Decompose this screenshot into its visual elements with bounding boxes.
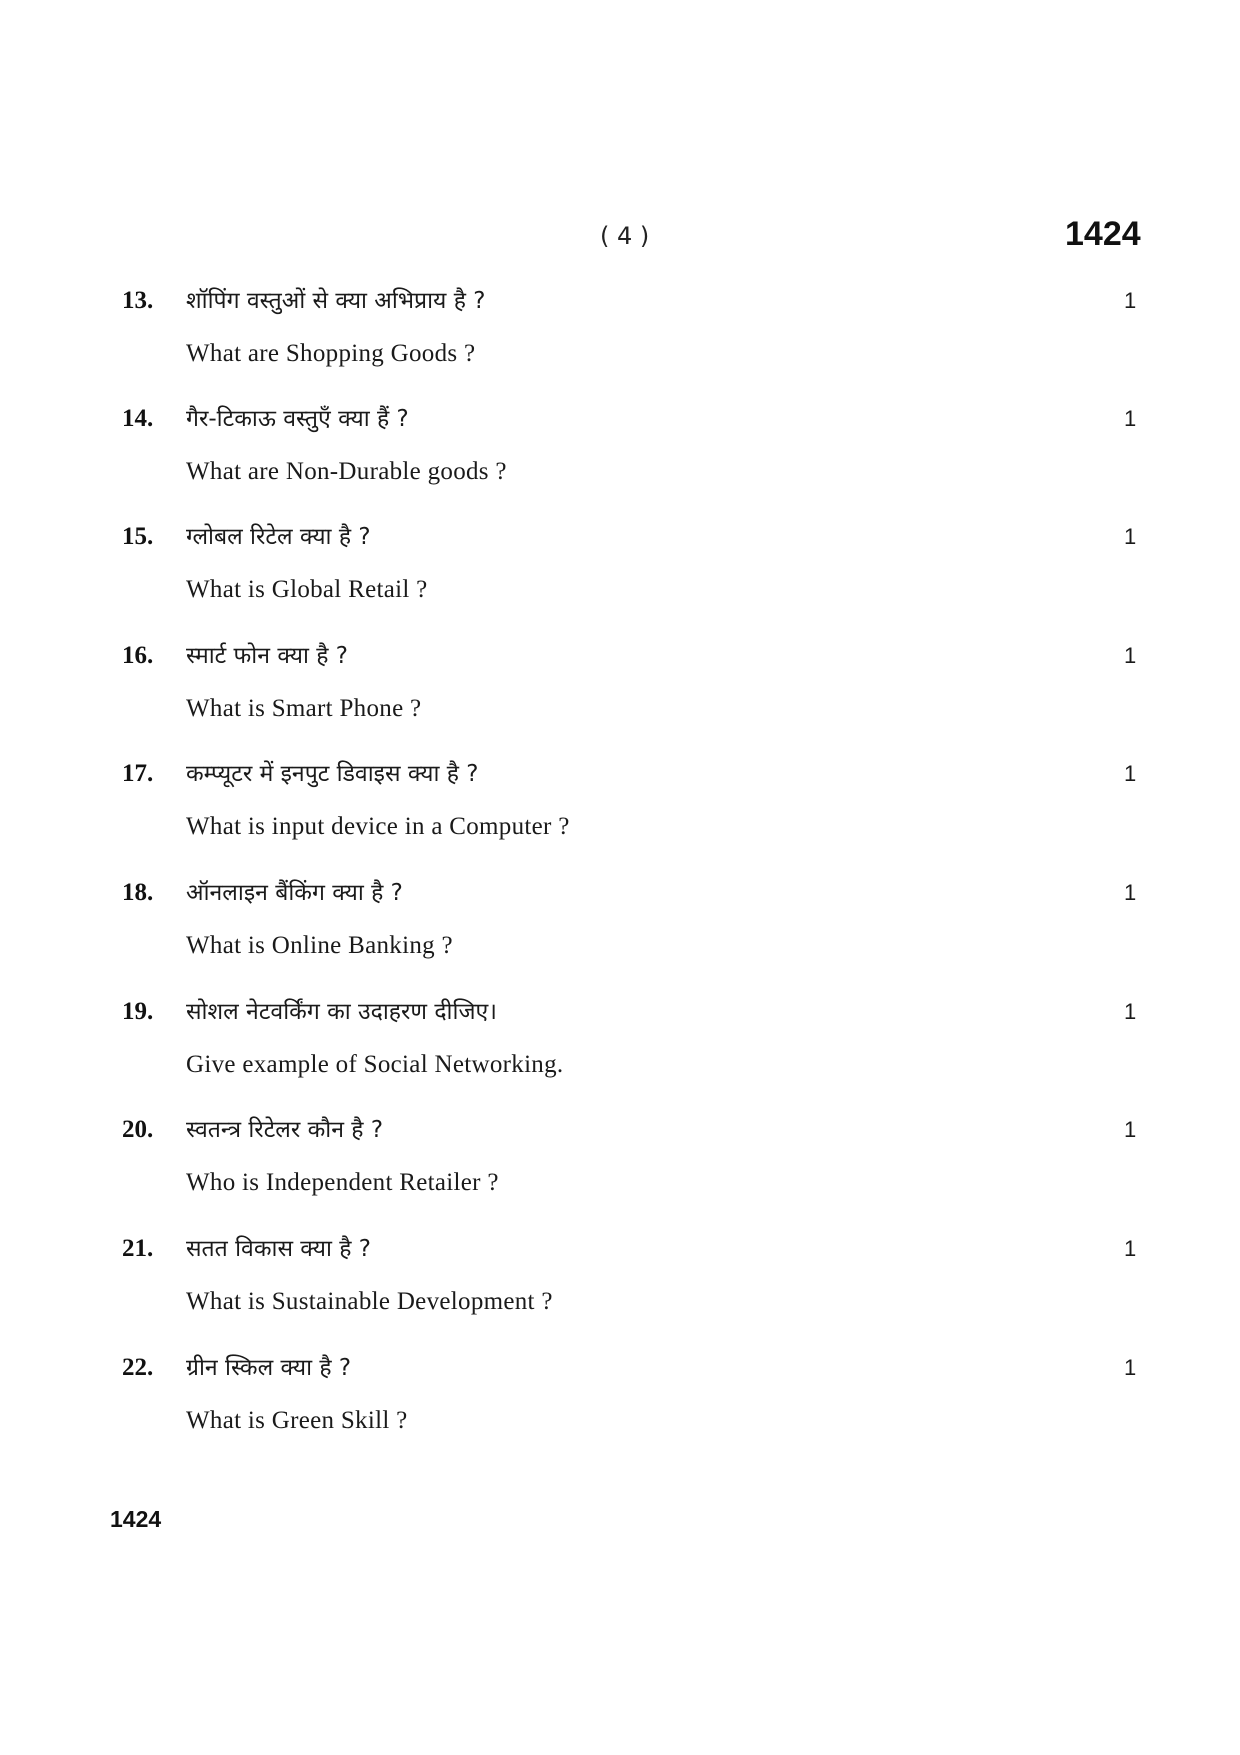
question-hindi: सतत विकास क्या है ? [186, 1236, 371, 1262]
question-marks: 1 [1124, 761, 1137, 786]
question-16 [0, 639, 1240, 749]
question-number: 22. [122, 1354, 154, 1381]
question-22 [0, 1351, 1240, 1461]
question-marks: 1 [1124, 643, 1137, 668]
paper-code-header: 1424 [1065, 215, 1141, 253]
question-marks: 1 [1124, 999, 1137, 1024]
question-english: Give example of Social Networking. [186, 1051, 564, 1078]
question-13 [0, 284, 1240, 394]
question-marks: 1 [1124, 1236, 1137, 1261]
question-marks: 1 [1124, 288, 1137, 313]
question-17 [0, 757, 1240, 867]
question-14 [0, 402, 1240, 512]
question-marks: 1 [1124, 1117, 1137, 1142]
question-english: What is Global Retail ? [186, 576, 428, 603]
question-number: 19. [122, 998, 154, 1025]
question-marks: 1 [1124, 524, 1137, 549]
question-english: What is Sustainable Development ? [186, 1288, 553, 1315]
paper-code-footer: 1424 [110, 1506, 162, 1532]
question-18 [0, 876, 1240, 986]
question-english: What is Online Banking ? [186, 932, 453, 959]
question-hindi: शॉपिंग वस्तुओं से क्या अभिप्राय है ? [186, 288, 486, 314]
question-marks: 1 [1124, 1355, 1137, 1380]
question-number: 15. [122, 523, 154, 550]
question-english: Who is Independent Retailer ? [186, 1169, 499, 1196]
question-19 [0, 995, 1240, 1105]
question-hindi: गैर-टिकाऊ वस्तुएँ क्या हैं ? [186, 406, 409, 432]
question-hindi: ग्लोबल रिटेल क्या है ? [186, 524, 371, 550]
question-number: 20. [122, 1116, 154, 1143]
question-hindi: स्मार्ट फोन क्या है ? [186, 643, 348, 669]
question-hindi: ऑनलाइन बैंकिंग क्या है ? [186, 880, 403, 906]
question-english: What is input device in a Computer ? [186, 813, 570, 840]
question-15 [0, 520, 1240, 630]
page-number: ( 4 ) [600, 222, 650, 250]
question-20 [0, 1113, 1240, 1223]
question-number: 17. [122, 760, 154, 787]
question-number: 21. [122, 1235, 154, 1262]
question-english: What is Green Skill ? [186, 1407, 408, 1434]
question-number: 13. [122, 287, 154, 314]
question-marks: 1 [1124, 880, 1137, 905]
question-number: 16. [122, 642, 154, 669]
question-hindi: सोशल नेटवर्किंग का उदाहरण दीजिए। [186, 999, 497, 1025]
question-hindi: कम्प्यूटर में इनपुट डिवाइस क्या है ? [186, 761, 479, 787]
question-number: 18. [122, 879, 154, 906]
question-english: What are Shopping Goods ? [186, 340, 476, 367]
question-english: What are Non-Durable goods ? [186, 458, 507, 485]
question-number: 14. [122, 405, 154, 432]
question-english: What is Smart Phone ? [186, 695, 422, 722]
question-hindi: स्वतन्त्र रिटेलर कौन है ? [186, 1117, 384, 1143]
question-21 [0, 1232, 1240, 1342]
question-marks: 1 [1124, 406, 1137, 431]
question-hindi: ग्रीन स्किल क्या है ? [186, 1355, 352, 1381]
